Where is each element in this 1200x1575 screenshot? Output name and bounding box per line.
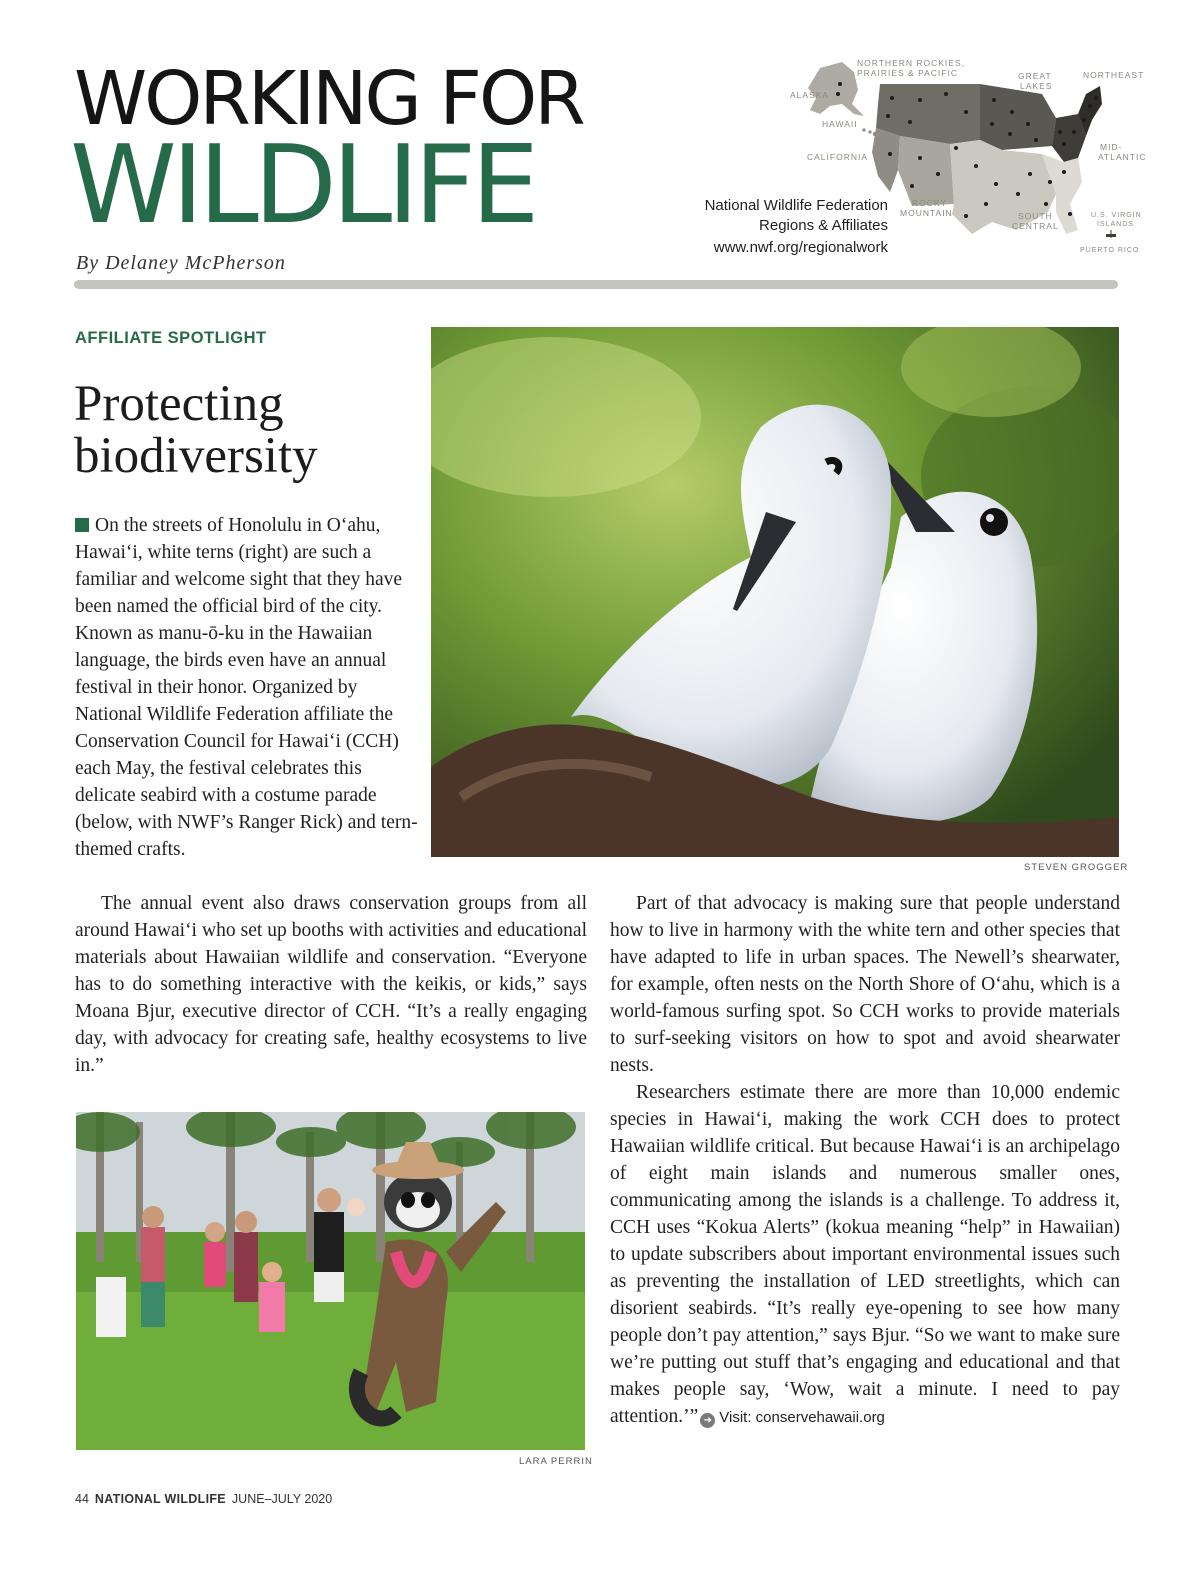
researchers-text: Researchers estimate there are more than 10,000 endemic species in Hawai‘i, making the work CCH does to protect Hawaiian wildlife critical. But because Hawai‘i is an archipelago of eight main islands and numerous smaller ones, communicating among the islands is a challenge. To address it, CCH uses “Kokua Alerts” (kokua meaning “help” in Hawaiian) to update subscribers about important environmental issues such as preventing the installation of LED streetlights, which can disorient seabirds. “It’s really eye-opening to see how many people don’t pay attention,” says Bjur. “So we want to make sure we’re putting out stuff that’s engaging and educational and that makes people say, ‘Wow, wait a minute. I need to pay attention.’” [610,1082,1120,1427]
visit-link[interactable] [698,1409,885,1426]
article-title-line1: Protecting [74,376,284,432]
map-label-south-central-2: CENTRAL [1012,221,1059,231]
map-label-northeast: NORTHEAST [1083,70,1145,80]
festival-image [76,1112,585,1450]
map-label-rocky-mountain-2: MOUNTAIN [900,208,953,218]
visit-link-text[interactable]: Visit: conservehawaii.org [719,1409,885,1426]
page-number: 44 [75,1492,89,1506]
headline-working-for: WORKING FOR [74,56,583,142]
paragraph-advocacy: Part of that advocacy is making sure that people understand how to live in harmony with the white tern and other species that have adapted to life in urban spaces. The Newell’s shearwater, for example, often nests on the North Shore of O‘ahu, which is a world-famous surfing spot. So CCH works to provide materials to surf-seeking visitors on how to spot and avoid shearwater nests. [610,893,1120,1076]
region-rocky-mountain [898,136,954,206]
map-label-alaska: ALASKA [790,90,830,100]
white-terns-image [431,327,1119,857]
photo-credit-festival: LARA PERRIN [519,1456,593,1467]
headline-wildlife: WILDLIFE [70,123,535,248]
intro-paragraph [75,512,425,863]
map-label-hawaii: HAWAII [822,119,858,129]
map-label-south-central-1: SOUTH [1018,211,1053,221]
section-kicker: AFFILIATE SPOTLIGHT [75,329,267,347]
map-label-mid-atlantic-1: MID- [1100,142,1123,152]
magazine-name: NATIONAL WILDLIFE [94,1492,226,1506]
intro-text: On the streets of Honolulu in O‘ahu, Hawai‘i, white terns (right) are such a familiar and welcome sight that they have been named the official bird of the city. Known as manu-ō-ku in the Hawaiian language, the birds even have an annual festival in their honor. Organized by National Wildlife Federation affiliate the Conservation Council for Hawai‘i (CCH) each May, the festival celebrates this delicate seabird with a costume parade (below, with NWF’s Ranger Rick) and tern-themed crafts. [75,515,418,860]
arrow-right-icon: ➜ [700,1413,715,1428]
article-title-line2: biodiversity [74,428,318,484]
issue-date: JUNE–JULY 2020 [231,1492,333,1506]
photo-white-terns [431,327,1119,857]
map-label-great-lakes-2: LAKES [1020,81,1053,91]
byline: By Delaney McPherson [76,252,286,274]
map-label-northern-rockies-1: NORTHERN ROCKIES, [857,58,965,68]
right-column [610,890,1120,1431]
map-label-great-lakes-1: GREAT [1018,71,1052,81]
photo-credit-terns: STEVEN GROGGER [1024,862,1129,873]
hawaii-island [868,130,871,133]
bullet-square-icon [75,518,89,532]
hawaii-island [862,128,865,131]
map-label-northern-rockies-2: PRAIRIES & PACIFIC [857,68,958,78]
map-label-puerto-rico: PUERTO RICO [1080,247,1140,254]
article-title [74,378,414,482]
map-url[interactable]: www.nwf.org/regionalwork [713,239,888,256]
region-great-lakes [980,84,1056,150]
paragraph-researchers [610,1079,1120,1431]
photo-festival [76,1112,585,1450]
alaska-shape [808,62,864,116]
header-rule [74,280,1118,289]
map-caption-line1: National Wildlife Federation [704,197,888,214]
map-caption-line2: Regions & Affiliates [759,217,888,234]
region-california [872,128,900,192]
paragraph-annual-event: The annual event also draws conservation groups from all around Hawai‘i who set up booths with activities and educational materials about Hawaiian wildlife and conservation. “Everyone has to do something interactive with the keikis, or kids,” says Moana Bjur, executive director of CCH. “It’s a really engaging day, with advocacy for creating safe, healthy ecosystems to live in.” [75,893,587,1076]
map-label-virgin-islands-2: ISLANDS [1097,221,1134,228]
regions-map [780,54,1160,264]
map-label-virgin-islands-1: U.S. VIRGIN [1091,212,1142,219]
map-label-mid-atlantic-2: ATLANTIC [1098,152,1147,162]
page-footer [75,1492,332,1506]
map-label-california: CALIFORNIA [807,152,869,162]
map-label-rocky-mountain-1: ROCKY [912,198,948,208]
